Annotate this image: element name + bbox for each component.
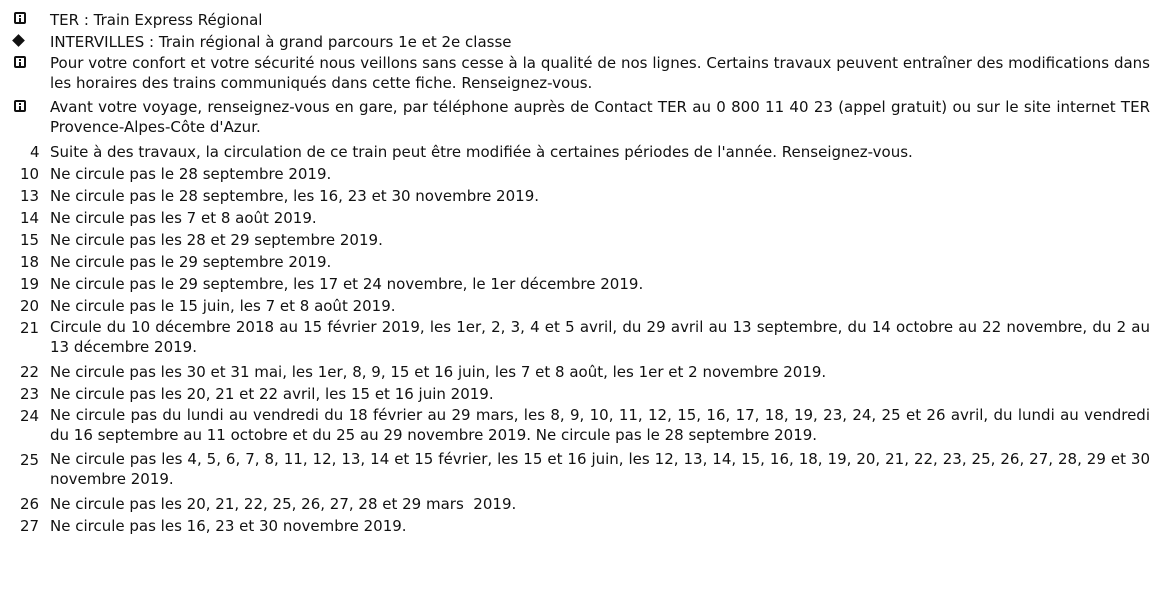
note-row: [0, 295, 1166, 317]
note-row: [0, 163, 1166, 185]
note-row: [0, 53, 1166, 93]
note-text: Ne circule pas les 16, 23 et 30 novembre 2019.: [50, 517, 407, 535]
note-row: [0, 383, 1166, 405]
note-marker: [0, 185, 50, 207]
timetable-notes: [0, 9, 1166, 537]
note-text: Ne circule pas le 28 septembre, les 16, 23 et 30 novembre 2019.: [50, 187, 540, 205]
note-row: [0, 207, 1166, 229]
note-number: 24: [20, 407, 40, 425]
note-number: 14: [20, 209, 40, 227]
note-marker: [0, 207, 50, 229]
note-marker: [0, 383, 50, 405]
note-text: Avant votre voyage, renseignez-vous en gare, par téléphone auprès de Contact TER au 0 800 11 40 23 (appel gratuit) ou sur le site internet TER Provence-Alpes-Côte d'Azur.: [50, 98, 1150, 136]
note-number: 4: [30, 143, 40, 161]
note-row: [0, 515, 1166, 537]
note-text: Ne circule pas les 7 et 8 août 2019.: [50, 209, 317, 227]
note-marker: [0, 405, 50, 427]
note-number: 13: [20, 187, 40, 205]
note-row: [0, 229, 1166, 251]
note-number: 26: [20, 495, 40, 513]
note-text: Pour votre confort et votre sécurité nous veillons sans cesse à la qualité de nos lignes. Certains travaux peuvent entraîner des modifications dans les horaires des trains communiqués dans cette fiche. Renseignez-vous.: [50, 54, 1150, 92]
note-row: [0, 185, 1166, 207]
note-marker: [0, 493, 50, 515]
note-marker: [0, 515, 50, 537]
note-number: 15: [20, 231, 40, 249]
note-number: 22: [20, 363, 40, 381]
note-text: Ne circule pas du lundi au vendredi du 18 février au 29 mars, les 8, 9, 10, 11, 12, 15, 16, 17, 18, 19, 23, 24, 25 et 26 avril, du lundi au vendredi du 16 septembre au 11 octobre et du 25 au 29 novembre 2019. Ne circule pas le 28 septembre 2019.: [50, 406, 1150, 444]
note-text: Ne circule pas les 30 et 31 mai, les 1er, 8, 9, 15 et 16 juin, les 7 et 8 août, les 1er et 2 novembre 2019.: [50, 363, 827, 381]
note-marker: [0, 295, 50, 317]
note-text: Circule du 10 décembre 2018 au 15 février 2019, les 1er, 2, 3, 4 et 5 avril, du 29 avril au 13 septembre, du 14 octobre au 22 novembre, du 2 au 13 décembre 2019.: [50, 318, 1150, 356]
note-text: Ne circule pas le 15 juin, les 7 et 8 août 2019.: [50, 297, 396, 315]
note-number: 23: [20, 385, 40, 403]
note-row: [0, 273, 1166, 295]
note-row: [0, 9, 1166, 31]
note-row: [0, 449, 1166, 489]
note-text: Ne circule pas les 20, 21 et 22 avril, les 15 et 16 juin 2019.: [50, 385, 494, 403]
info-icon: [14, 12, 26, 24]
note-marker: [0, 251, 50, 273]
info-icon: [14, 56, 26, 68]
diamond-icon: [12, 34, 25, 47]
note-marker: [0, 317, 50, 339]
note-text: Suite à des travaux, la circulation de ce train peut être modifiée à certaines périodes de l'année. Renseignez-vous.: [50, 143, 913, 161]
note-text: Ne circule pas le 29 septembre 2019.: [50, 253, 332, 271]
note-text: Ne circule pas les 20, 21, 22, 25, 26, 27, 28 et 29 mars 2019.: [50, 495, 517, 513]
note-marker: [0, 141, 50, 163]
note-number: 21: [20, 319, 40, 337]
note-row: [0, 141, 1166, 163]
note-marker: [0, 449, 50, 471]
note-text: Ne circule pas les 28 et 29 septembre 2019.: [50, 231, 383, 249]
note-marker: [0, 229, 50, 251]
note-marker: [0, 273, 50, 295]
note-marker: [0, 361, 50, 383]
note-row: [0, 251, 1166, 273]
info-icon: [14, 100, 26, 112]
note-marker: [0, 163, 50, 185]
note-number: 27: [20, 517, 40, 535]
note-text: INTERVILLES : Train régional à grand parcours 1e et 2e classe: [50, 33, 512, 51]
note-number: 25: [20, 451, 40, 469]
note-row: [0, 97, 1166, 137]
note-text: Ne circule pas le 29 septembre, les 17 et 24 novembre, le 1er décembre 2019.: [50, 275, 644, 293]
note-text: TER : Train Express Régional: [50, 11, 263, 29]
note-row: [0, 405, 1166, 445]
note-number: 19: [20, 275, 40, 293]
note-number: 10: [20, 165, 40, 183]
note-row: [0, 361, 1166, 383]
note-number: 20: [20, 297, 40, 315]
note-row: [0, 31, 1166, 53]
note-number: 18: [20, 253, 40, 271]
note-text: Ne circule pas les 4, 5, 6, 7, 8, 11, 12, 13, 14 et 15 février, les 15 et 16 juin, les 12, 13, 14, 15, 16, 18, 19, 20, 21, 22, 23, 25, 26, 27, 28, 29 et 30 novembre 2019.: [50, 450, 1150, 488]
note-row: [0, 493, 1166, 515]
note-row: [0, 317, 1166, 357]
note-text: Ne circule pas le 28 septembre 2019.: [50, 165, 332, 183]
